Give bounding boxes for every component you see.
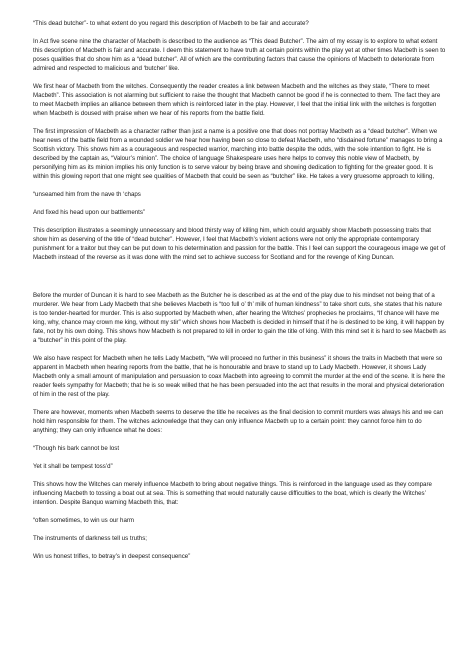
before-murder-paragraph: Before the murder of Duncan it is hard to see Macbeth as the Butcher he is described as at the end of the play due to his mindset not being that of a murderer. We hear from Lady Macbeth that she believes Macbeth is “too full o’ th’ milk of human kindness” to take short cuts, she states that his nature is too tender-hearted for murder. This is also supported by Macbeth when, after hearing the Witches’ prophecies he proclaims, “If chance will have me king, why, chance may crown me king, without my stir” which shows how Macbeth is decided in himself that if he is destined to be king, it will happen by fate, not by his own doing. This shows how Macbeth is not prepared to kill in order to gain the title of king. With this mind set it is hard to see Macbeth as a “butcher” in this point of the play. [33, 292, 446, 344]
witches-paragraph: We first hear of Macbeth from the witches. Consequently the reader creates a link between Macbeth and the witches as they state, “There to meet Macbeth”. This association is not alarming but sufficient to raise the thought that Macbeth cannot be good if he is connected to them. The fact they are to meet Macbeth implies an alliance between them which is reinforced later in the play. However, I feel that the initial link with the witches is forgotten when Macbeth is doused with praise when we hear of his reports from the battle field. [33, 83, 441, 117]
intro-paragraph: In Act five scene nine the character of Macbeth is described to the audience as “This dead Butcher”. The aim of my essay is to explore to what extent this description of Macbeth is fair and accurate. I deem this statement to have truth at certain points within the play yet at other times Macbeth is seen to poses qualities that do show him as a “dead butcher”. All of which are the contributing factors that cause the opinions of Macbeth to deteriorate from admired and respected to malicious and ‘butcher’ like. [33, 38, 446, 72]
respect-paragraph: We also have respect for Macbeth when he tells Lady Macbeth, “We will proceed no further in this business” it shows the traits in Macbeth that were so apparent in Macbeth when hearing reports from the battle, that he is honourable and brave to stand up to Lady Macbeth. However, it shows Lady Macbeth only a small amount of manipulation and persuasion to coax Macbeth into agreeing to commit the murder at the end of the scene. It is here the reader feels sympathy for Macbeth; that he is so weak willed that he has been persuaded into the act that results in the moral and physical deterioration of him in the rest of the play. [33, 355, 445, 398]
responsibility-paragraph: There are however, moments when Macbeth seems to deserve the title he receives as the final decision to commit murders was always his and we can hold him responsible for them. The witches acknowledge that they can only influence Macbeth up to a certain point: they cannot force him to do anything; they can only influence what he does: [33, 409, 444, 434]
quote-line: The instruments of darkness tell us truths; [33, 535, 147, 542]
section-gap [33, 271, 446, 291]
witches-influence-paragraph: This shows how the Witches can merely influence Macbeth to bring about negative things. This is reinforced in the language used as they compare influencing Macbeth to tossing a boat out at sea. This is something that would naturally cause difficulties to the boat, which is clearly the Witches’ intention. Despite Banquo warning Macbeth this, that: [33, 481, 432, 506]
essay-question: “This dead butcher”- to what extent do you regard this description of Macbeth to be fair and accurate? [33, 20, 309, 27]
quote-line: Win us honest trifles, to betray’s in deepest consequence” [33, 553, 191, 560]
quote-line: Yet it shall be tempest toss’d” [33, 463, 113, 470]
quote-line: “unseamed him from the nave th ‘chaps [33, 191, 141, 198]
first-impression-paragraph: The first impression of Macbeth as a character rather than just a name is a positive one that does not portray Macbeth as a “dead butcher”. When we hear news of the battle field from a wounded soldier we hear how having been so close to defeat Macbeth, who “disdained fortune” manages to bring a Scottish victory. This shows him as a courageous and respected warrior, marching into battle despite the odds, with the sole intention to fight. He is described by the captain as, “Valour’s minion”. The choice of language Shakespeare uses here helps to convey this noble view of Macbeth, by personifying him as its minion implies his only function is to serve valour by being brave and showing dedication to fighting for the greater good. It is within this glowing report that one might see qualities of Macbeth that could be seen as “butcher” like. He takes a very gruesome approach to killing, [33, 128, 443, 180]
quote-line: “often sometimes, to win us our harm [33, 517, 135, 524]
violence-paragraph: This description illustrates a seemingly unnecessary and blood thirsty way of killing him, which could arguably show Macbeth possessing traits that show him as deserving of the title of “dead butcher”. However, I feel that Macbeth’s violent actions were not only the appropriate contemporary punishment for a traitor but they can be put down to his determination and passion for the battle. This I feel can support the courageous image we get of Macbeth instead of the reverse as it was done with the mind set to achieve success for Scotland and for the revenge of King Duncan. [33, 227, 446, 261]
quote-line: And fixed his head upon our battlements” [33, 209, 145, 216]
quote-line: “Though his bark cannot be lost [33, 445, 120, 452]
